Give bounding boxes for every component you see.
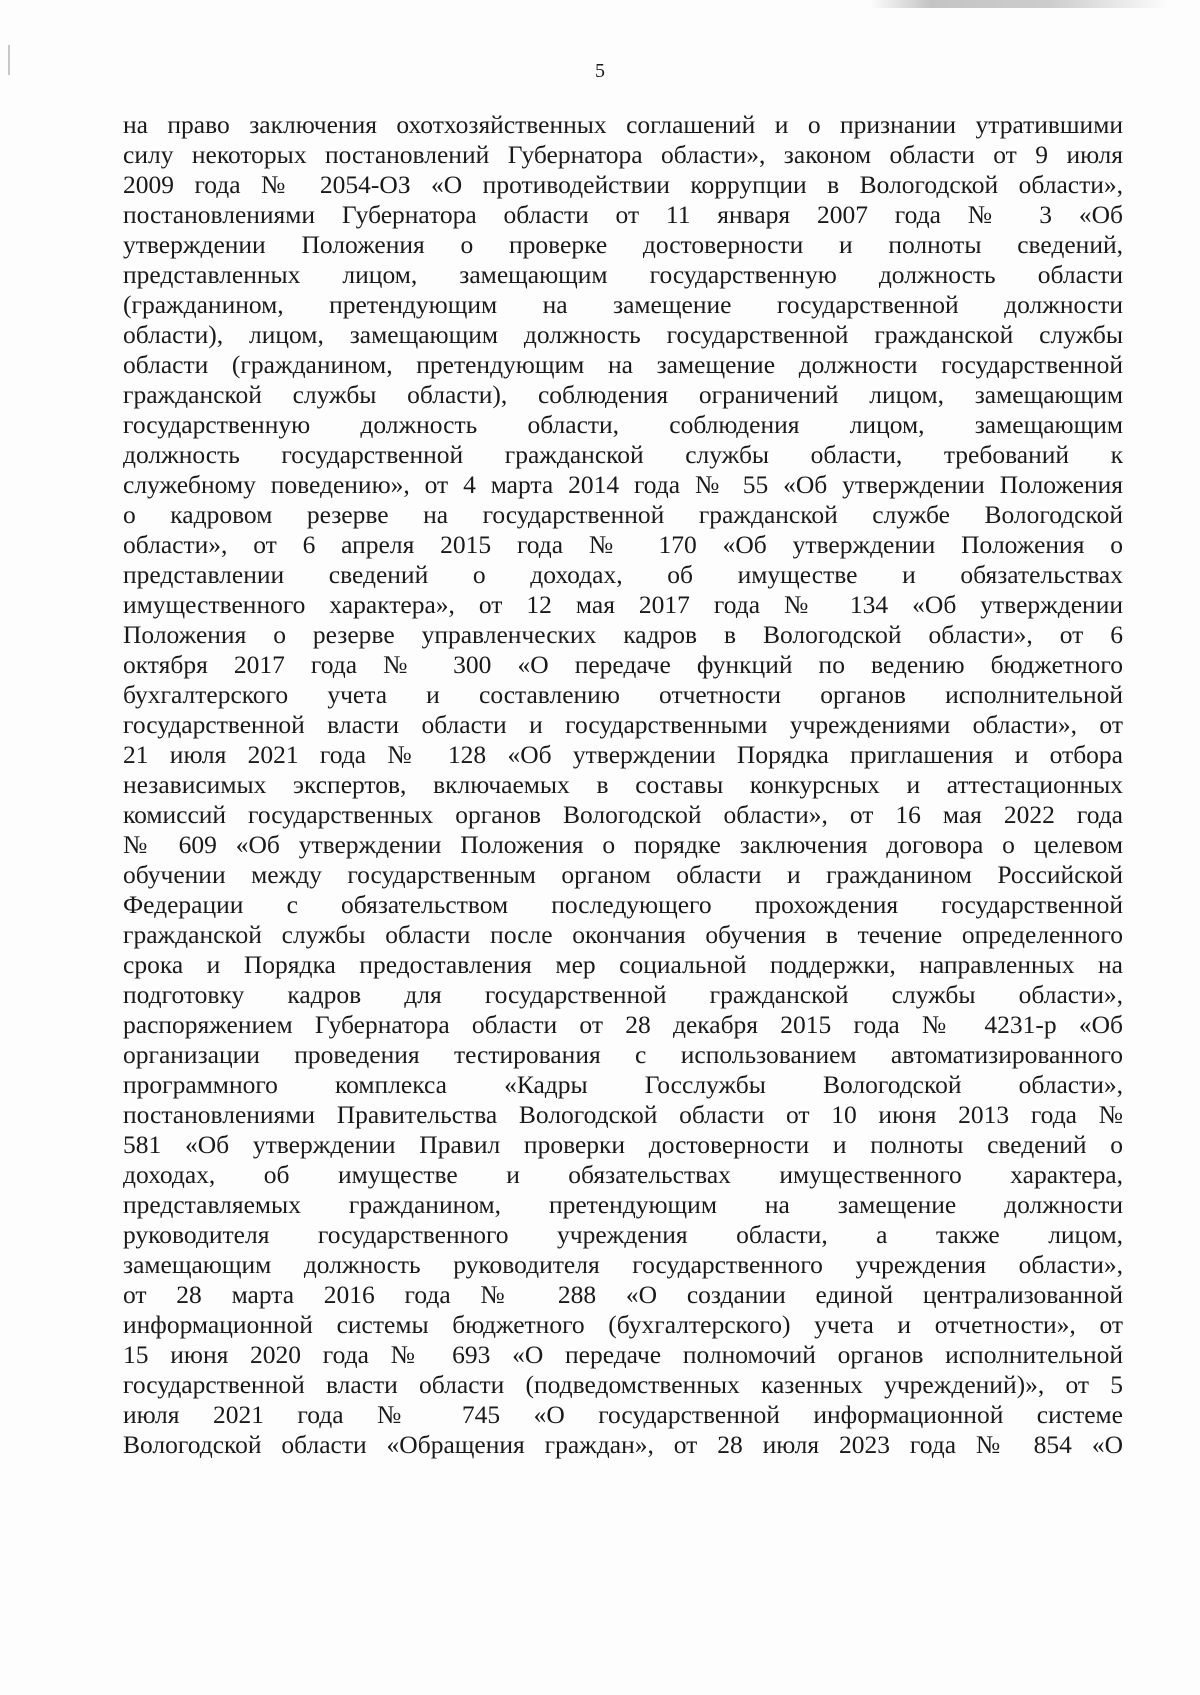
text-line: служебному поведению», от 4 марта 2014 года № 55 «Об утверждении Положения bbox=[123, 470, 1123, 499]
text-line: утверждении Положения о проверке достоверности и полноты сведений, bbox=[123, 230, 1123, 259]
text-line: срока и Порядка предоставления мер социальной поддержки, направленных на bbox=[123, 950, 1123, 979]
text-line: октября 2017 года № 300 «О передаче функций по ведению бюджетного bbox=[123, 650, 1123, 679]
text-line: (гражданином, претендующим на замещение государственной должности bbox=[123, 290, 1123, 319]
text-line: постановлениями Губернатора области от 11 января 2007 года № 3 «Об bbox=[123, 200, 1123, 229]
text-line: независимых экспертов, включаемых в составы конкурсных и аттестационных bbox=[123, 770, 1123, 799]
text-line: на право заключения охотхозяйственных соглашений и о признании утратившими bbox=[123, 110, 1123, 139]
text-line: руководителя государственного учреждения области, а также лицом, bbox=[123, 1220, 1123, 1249]
body-paragraph bbox=[123, 110, 1123, 1460]
text-line: Вологодской области «Обращения граждан», от 28 июля 2023 года № 854 «О bbox=[123, 1430, 1123, 1459]
text-line: имущественного характера», от 12 мая 2017 года № 134 «Об утверждении bbox=[123, 590, 1123, 619]
text-line: программного комплекса «Кадры Госслужбы Вологодской области», bbox=[123, 1070, 1123, 1099]
text-line: 581 «Об утверждении Правил проверки достоверности и полноты сведений о bbox=[123, 1130, 1123, 1159]
text-line: подготовку кадров для государственной гражданской службы области», bbox=[123, 980, 1123, 1009]
text-line: июля 2021 года № 745 «О государственной информационной системе bbox=[123, 1400, 1123, 1429]
text-line: области», от 6 апреля 2015 года № 170 «Об утверждении Положения о bbox=[123, 530, 1123, 559]
text-line: доходах, об имуществе и обязательствах имущественного характера, bbox=[123, 1160, 1123, 1189]
text-line: информационной системы бюджетного (бухгалтерского) учета и отчетности», от bbox=[123, 1310, 1123, 1339]
text-line: 15 июня 2020 года № 693 «О передаче полномочий органов исполнительной bbox=[123, 1340, 1123, 1369]
text-line: организации проведения тестирования с использованием автоматизированного bbox=[123, 1040, 1123, 1069]
text-line: бухгалтерского учета и составлению отчетности органов исполнительной bbox=[123, 680, 1123, 709]
text-line: обучении между государственным органом области и гражданином Российской bbox=[123, 860, 1123, 889]
page-number: 5 bbox=[595, 60, 605, 82]
text-line: замещающим должность руководителя государственного учреждения области», bbox=[123, 1250, 1123, 1279]
text-line: представлении сведений о доходах, об имуществе и обязательствах bbox=[123, 560, 1123, 589]
text-line: комиссий государственных органов Вологодской области», от 16 мая 2022 года bbox=[123, 800, 1123, 829]
text-line: силу некоторых постановлений Губернатора области», законом области от 9 июля bbox=[123, 140, 1123, 169]
text-line: представленных лицом, замещающим государственную должность области bbox=[123, 260, 1123, 289]
text-line: должность государственной гражданской службы области, требований к bbox=[123, 440, 1123, 469]
text-line: 21 июля 2021 года № 128 «Об утверждении Порядка приглашения и отбора bbox=[123, 740, 1123, 769]
text-line: гражданской службы области), соблюдения ограничений лицом, замещающим bbox=[123, 380, 1123, 409]
text-line: распоряжением Губернатора области от 28 декабря 2015 года № 4231-р «Об bbox=[123, 1010, 1123, 1039]
text-line: области), лицом, замещающим должность государственной гражданской службы bbox=[123, 320, 1123, 349]
text-line: 2009 года № 2054-ОЗ «О противодействии коррупции в Вологодской области», bbox=[123, 170, 1123, 199]
text-line: о кадровом резерве на государственной гражданской службе Вологодской bbox=[123, 500, 1123, 529]
text-line: № 609 «Об утверждении Положения о порядке заключения договора о целевом bbox=[123, 830, 1123, 859]
text-line: Положения о резерве управленческих кадров в Вологодской области», от 6 bbox=[123, 620, 1123, 649]
text-line: от 28 марта 2016 года № 288 «О создании единой централизованной bbox=[123, 1280, 1123, 1309]
text-line: постановлениями Правительства Вологодской области от 10 июня 2013 года № bbox=[123, 1100, 1123, 1129]
text-line: государственную должность области, соблюдения лицом, замещающим bbox=[123, 410, 1123, 439]
text-line: государственной власти области (подведомственных казенных учреждений)», от 5 bbox=[123, 1370, 1123, 1399]
text-line: государственной власти области и государственными учреждениями области», от bbox=[123, 710, 1123, 739]
text-line: гражданской службы области после окончания обучения в течение определенного bbox=[123, 920, 1123, 949]
text-line: представляемых гражданином, претендующим на замещение должности bbox=[123, 1190, 1123, 1219]
text-line: Федерации с обязательством последующего прохождения государственной bbox=[123, 890, 1123, 919]
text-line: области (гражданином, претендующим на замещение должности государственной bbox=[123, 350, 1123, 379]
scan-artifact-top bbox=[870, 0, 1170, 8]
